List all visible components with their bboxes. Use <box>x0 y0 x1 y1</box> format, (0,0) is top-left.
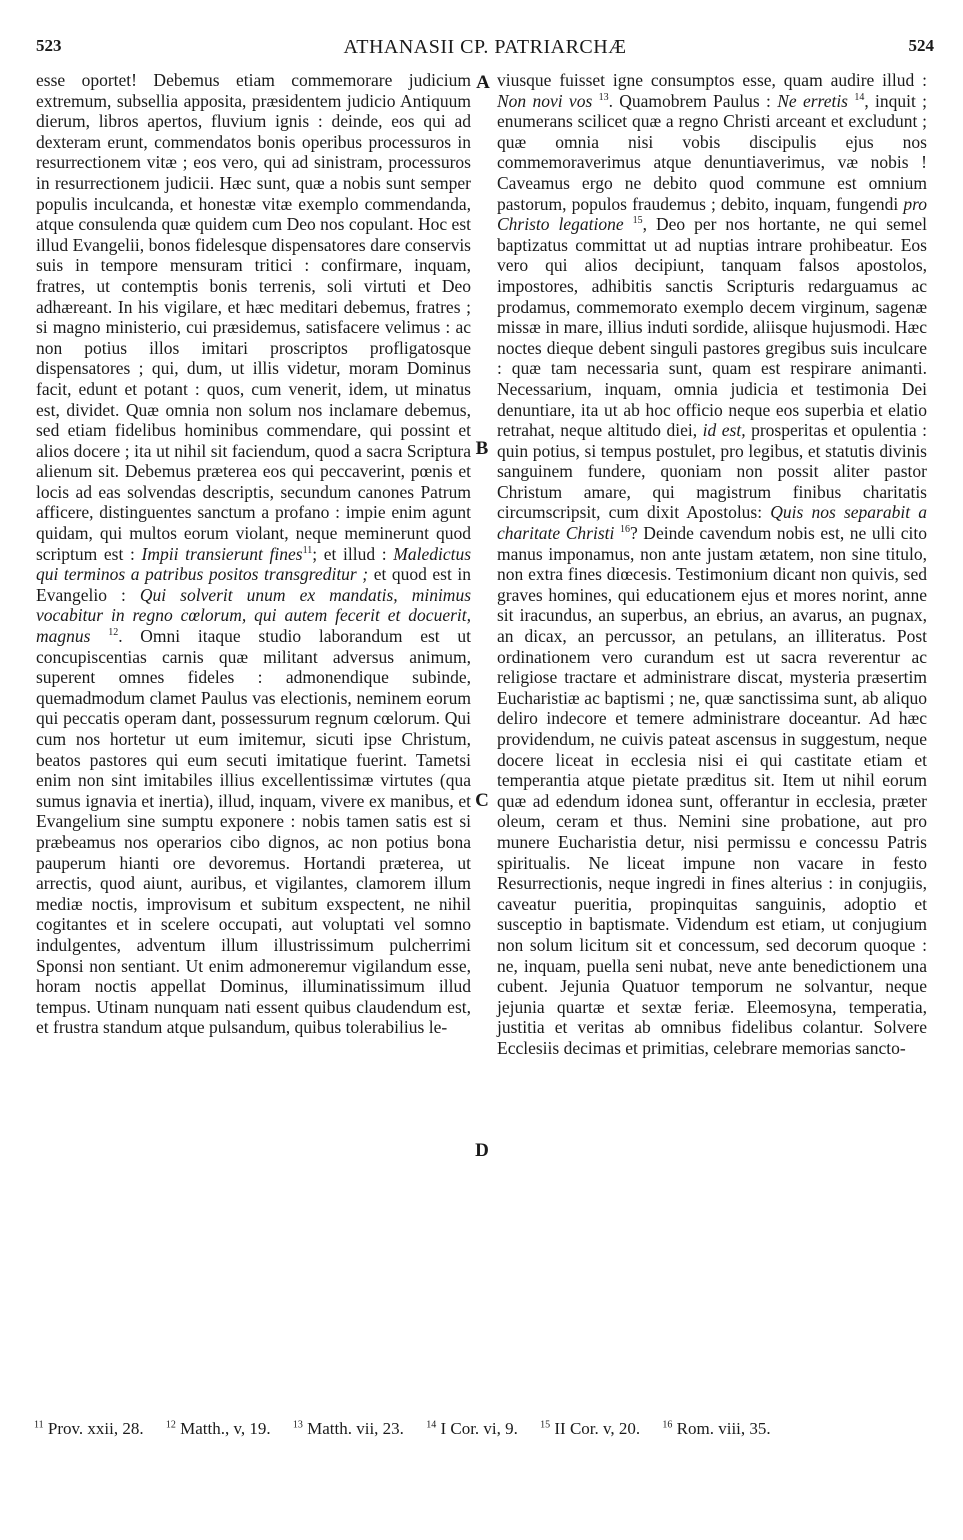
footnote-ref: 16 <box>619 524 630 536</box>
footnote-ref: 15 <box>632 215 643 227</box>
footnote-ref: 14 <box>854 91 865 103</box>
margin-marker-c: C <box>475 790 489 811</box>
margin-marker-b: B <box>475 438 489 459</box>
body-text: ? Deinde cavendum nobis est, ne ulli cito manus imponamus, non ante justam ætatem, non sine titulo, non extra fines diœcesis. Testimonium dicant non quivis, sed graves homines, qui educationem ejus et mores norint, anne sit iracundus, an superbus, an ebrius, an avarus, an pugnax, an dicax, an percussor, an petulans, an illiteratus. Post ordinationem vero curandum est ut sacra reverentur ac religiose tractare et administrare discat, mysteria præsertim Eucharistiæ ac baptismi ; ne, quæ sanctissima sunt, ab aliquo deliro indecore et temere administrare doceantur. Ad hæc providendum, ne cuivis pateat ascensus in suggestum, neque docere liceat in ecclesia nisi ei qui castitate etiam et temperantia atque pietate præditus sit. Item ut nihil eorum quæ ad edendum idonea sunt, offerantur in ecclesia, præter oleum, ceram et thus. Nemini sine probatione, aut pro munere Eucharistia detur, nisi permissu e concessu Patris spiritualis. Ne liceat impune non vacare in festo Resurrectionis, neque ingredi in fines alterius : in conjugiis, caveatur pueritia, propinquitas sanguinis, adoptio et susceptio in baptismate. Videndum est etiam, ut conjugium non solum licitum sit et concessum, sed decorum quoque : ne, inquam, puella seni nubat, neve ante benedictionem una cubent. Jejunia Quatuor temporum ne solvantur, neque jejunia quartæ et sextæ feriæ. Eleemosyna, temperatia, justitia et veritas ab omnibus fidelibus colantur. Solvere Ecclesiis decimas et primitias, celebrare memorias sancto- <box>497 523 928 1058</box>
scripture-quote: Maledictus qui terminos a patribus positos transgreditur ; <box>36 543 472 585</box>
footnote <box>34 1419 144 1438</box>
left-column-text <box>36 70 471 1038</box>
scripture-quote: pro Christo legatione <box>497 193 928 235</box>
body-text: viusque fuisset igne consumptos esse, quam audire illud : <box>497 70 927 90</box>
body-text: , Deo per nos hortante, ne qui semel baptizatus committat ut ad nuptias intrare prohibeatur. Eos vero qui alios decipiunt, tanquam falsos apostolos, impostores, adhibitis sanctis Scripturis redarguamus ac prodamus, commemorato exemplo decem virginum, sagenæ missæ in mare, illius induti sordide, aliisque hujusmodi. Hæc noctes dieque debent singuli pastores gregibus suis inculcare : quæ tam necessaria sunt, quam est respirare animanti. Necessarium, inquam, omnia judicia et testimonia Dei denuntiare, ita ut ab hoc officio neque eos superbia et elatio retrahat, neque altitudo diei, <box>497 214 928 441</box>
scripture-quote: id est, <box>702 420 746 441</box>
scripture-quote: Non novi vos <box>497 90 593 111</box>
right-column-text <box>497 70 927 1059</box>
margin-marker-a: A <box>476 72 490 93</box>
footnote-number: 13 <box>292 1419 303 1431</box>
footnote-number: 11 <box>34 1419 44 1431</box>
page-number-right: 524 <box>908 36 934 55</box>
body-text: . Quamobrem Paulus : <box>608 90 771 111</box>
footnote-text: Matth. vii, 23. <box>307 1419 404 1438</box>
footnote-number: 15 <box>540 1419 551 1431</box>
body-text: . Omni itaque studio laborandum est ut concupiscentias carnis quæ militant adversus animum, superent omnes fideles : admonendique subinde, quemadmodum clamet Paulus vas electionis, neminem eorum qui peccatis operam dant, possessurum regnum cœlorum. Qui cum nos hortetur ut eum imitemur, sicuti ipse Christum, beatos pastores qui eum secuti imitatique fuerint. Tametsi enim non sint imitabiles illius excellentissimæ virtutes (qua sumus ignavia et inertia), illud, inquam, vivere ex manibus, et Evangelium sine sumptu exponere : nobis tamen satis est si præbeamus nos operarios cibo dignos, ac non potius bona pauperum hianti ore devoremus. Hortandi præterea, ut arrectis, quod aiunt, auribus, et vigilantes, clamorem illum mediæ noctis, improvisum et subitum exspectent, ne nihil cogitantes et in scelere occupati, aut voluptati vel somno indulgentes, adventum illum illustrissimum pulcherrimi Sponsi non sentiant. Ut enim admoneremur vigilandum esse, horam noctis appellat Dominus, illuminatissimum illud tempus. Utinam nunquam nati essent quibus claudendum est, et frustra standum atque pulsandum, quibus tolerabilius le- <box>36 626 471 1038</box>
footnote-text: Prov. xxii, 28. <box>47 1419 144 1438</box>
footnote-number: 14 <box>426 1419 437 1431</box>
footnote <box>166 1419 271 1438</box>
footnote-ref: 12 <box>108 627 119 639</box>
footnote <box>426 1419 518 1438</box>
footnote <box>662 1419 770 1438</box>
scripture-quote: Ne erretis <box>777 90 848 111</box>
footnote-ref: 13 <box>598 91 609 103</box>
body-text: esse oportet! Debemus etiam commemorare judicium extremum, subsellia apposita, præsidentem judicio Antiquum dierum, libros apertos, fluvium ignis : deinde, eos qui ad dexteram erunt, commendatos bonis operibus processuros in resurrectionem vitæ ; eos vero, qui ad sinistram, processuros in resurrectionem judicii. Hæc sunt, quæ a nobis sunt semper populis inculcanda, et honestæ vitæ exemplo commendanda, atque consulenda quæ quidem cum Deo nos copulant. Hoc est illud Evangelii, bonos fidelesque dispensatores dare conservis suis in tempore mensuram tritici : confirmare, inquam, fratres, ut contemptis bonis terrenis, soli virtuti et Deo adhæreant. In his vigilare, et hæc meditari debemus, fratres ; si magno ministerio, cui præsidemus, satisfacere velimus : ac non potius illos imitari proscriptos profligatosque dispensatores ; qui, dum, ut illis videtur, moram Dominus facit, edunt et potant : quos, cum venerit, idem, ut minatus est, dividet. Quæ omnia non solum nos inclamare debemus, sed etiam fidelibus hominibus commendare, qui possint et alios docere ; ita ut nihil sit faciendum, quod a sacra Scriptura alienum sit. Debemus præterea eos qui peccaverint, pœnis et locis ad eas solvendas descriptis, secundum canones Patrum afficere, distinguentes sanctum a profano : impie enim agunt quidam, qui multos eorum violant, neque meminerunt quod scriptum est : <box>36 70 471 564</box>
footnote-text: II Cor. v, 20. <box>554 1419 641 1438</box>
margin-marker-d: D <box>475 1140 489 1161</box>
footnotes <box>34 1418 928 1439</box>
body-text: ; et illud : <box>312 543 387 564</box>
footnote-text: Rom. viii, 35. <box>676 1419 771 1438</box>
footnote <box>540 1419 640 1438</box>
body-text: et quod est in Evangelio : <box>36 564 472 605</box>
scripture-quote: Qui solverit unum ex mandatis, minimus vocabitur in regno cœlorum, qui autem fecerit et docuerit, magnus <box>36 584 472 647</box>
body-text: prosperitas et opulentia : quin potius, si tempus postulet, pro legibus, et statutis divinis sanguinem fundere, quoniam non possit aliter pastor Christum amare, qui magistrum finibus charitatis circumscripsit, cum dixit Apostolus: <box>497 420 927 523</box>
running-title: ATHANASII CP. PATRIARCHÆ <box>343 36 627 58</box>
running-header <box>36 36 934 66</box>
footnote-number: 12 <box>165 1419 176 1431</box>
footnote <box>293 1419 404 1438</box>
page-number-left: 523 <box>36 36 62 55</box>
footnote-text: Matth., v, 19. <box>180 1419 271 1438</box>
left-column <box>36 70 471 1038</box>
footnote-text: I Cor. vi, 9. <box>440 1419 518 1438</box>
scripture-quote: Quis nos separabit a charitate Christi <box>497 502 928 544</box>
body-text: , inquit ; enumerans scilicet quæ a regno Christi arceant et excludunt ; quæ omnia nisi vobis discipulis ejus nos commemoraverimus atque denuntiaverimus, væ nobis ! Caveamus ergo ne debito quod commune est omnium pastorum, populos fraudemus ; debito, inquam, fungendi <box>497 90 928 214</box>
scripture-quote: Impii transierunt fines <box>141 543 303 564</box>
footnote-ref: 11 <box>302 544 313 556</box>
footnote-number: 16 <box>662 1419 673 1431</box>
right-column <box>497 70 927 1059</box>
